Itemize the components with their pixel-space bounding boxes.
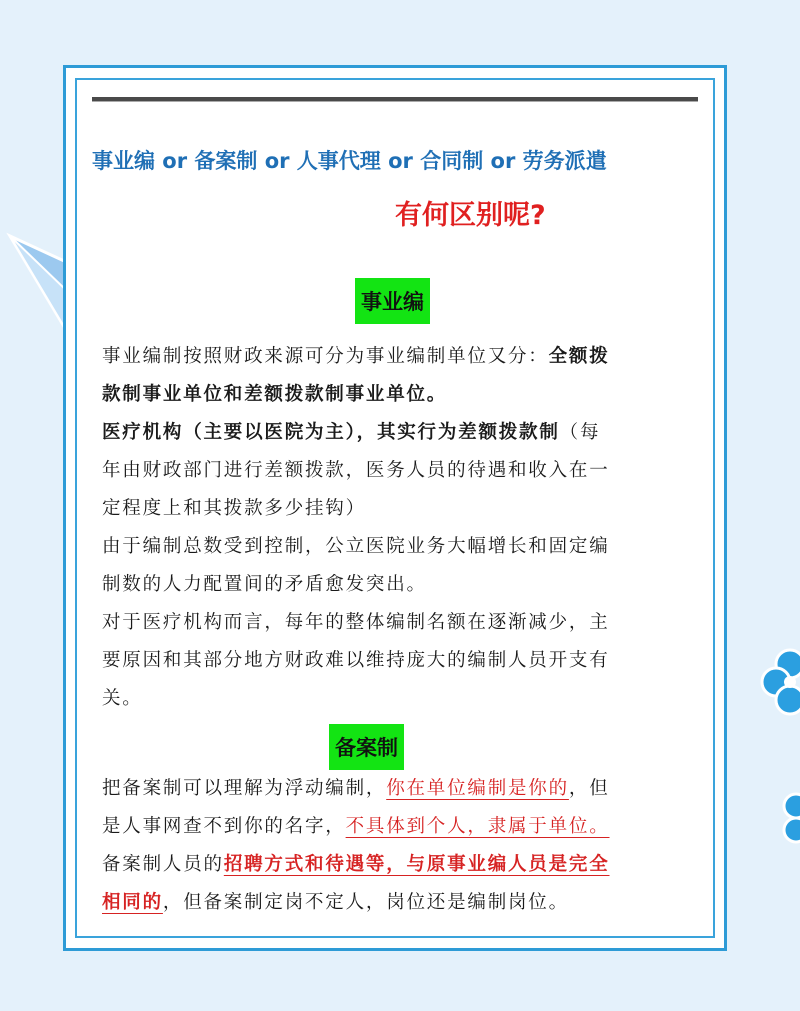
text-line: 把备案制可以理解为浮动编制，你在单位编制是你的，但: [102, 778, 610, 799]
highlight-text: 你在单位编制是你的: [386, 778, 569, 799]
highlight-text: 相同的: [102, 892, 163, 913]
page-headline: 事业编 or 备案制 or 人事代理 or 合同制 or 劳务派遣: [92, 149, 607, 173]
flower-icon: [746, 648, 800, 718]
section-label-shiyebian: 事业编: [355, 278, 430, 324]
section-body-shiyebian: [102, 338, 690, 718]
text-line: 年由财政部门进行差额拨款，医务人员的待遇和收入在一: [102, 460, 610, 481]
flower-icon: [766, 790, 800, 850]
divider: [92, 97, 698, 102]
text-line: 医疗机构（主要以医院为主），其实行为差额拨款制（每: [102, 422, 601, 443]
text-line: 对于医疗机构而言，每年的整体编制名额在逐渐减少，主: [102, 612, 610, 633]
text-line: 备案制人员的招聘方式和待遇等，与原事业编人员是完全: [102, 854, 610, 875]
text-line: 制数的人力配置间的矛盾愈发突出。: [102, 574, 427, 595]
text-line: 要原因和其部分地方财政难以维持庞大的编制人员开支有: [102, 650, 610, 671]
text-line: 定程度上和其拨款多少挂钩）: [102, 498, 366, 519]
text-line: 相同的，但备案制定岗不定人，岗位还是编制岗位。: [102, 892, 569, 913]
text-line: 事业编制按照财政来源可分为事业编制单位又分：全额拨: [102, 346, 610, 367]
highlight-text: 不具体到个人，隶属于单位。: [345, 816, 610, 837]
highlight-text: 招聘方式和待遇等，与原事业编人员是完全: [223, 854, 610, 875]
section-label-beianzhi: 备案制: [329, 724, 404, 770]
text-line: 关。: [102, 688, 143, 709]
section-body-beianzhi: [102, 770, 690, 922]
text-line: 款制事业单位和差额拨款制事业单位。: [102, 384, 448, 405]
text-line: 是人事网查不到你的名字，不具体到个人，隶属于单位。: [102, 816, 610, 837]
page-subheadline: 有何区别呢?: [395, 200, 546, 231]
text-line: 由于编制总数受到控制，公立医院业务大幅增长和固定编: [102, 536, 610, 557]
